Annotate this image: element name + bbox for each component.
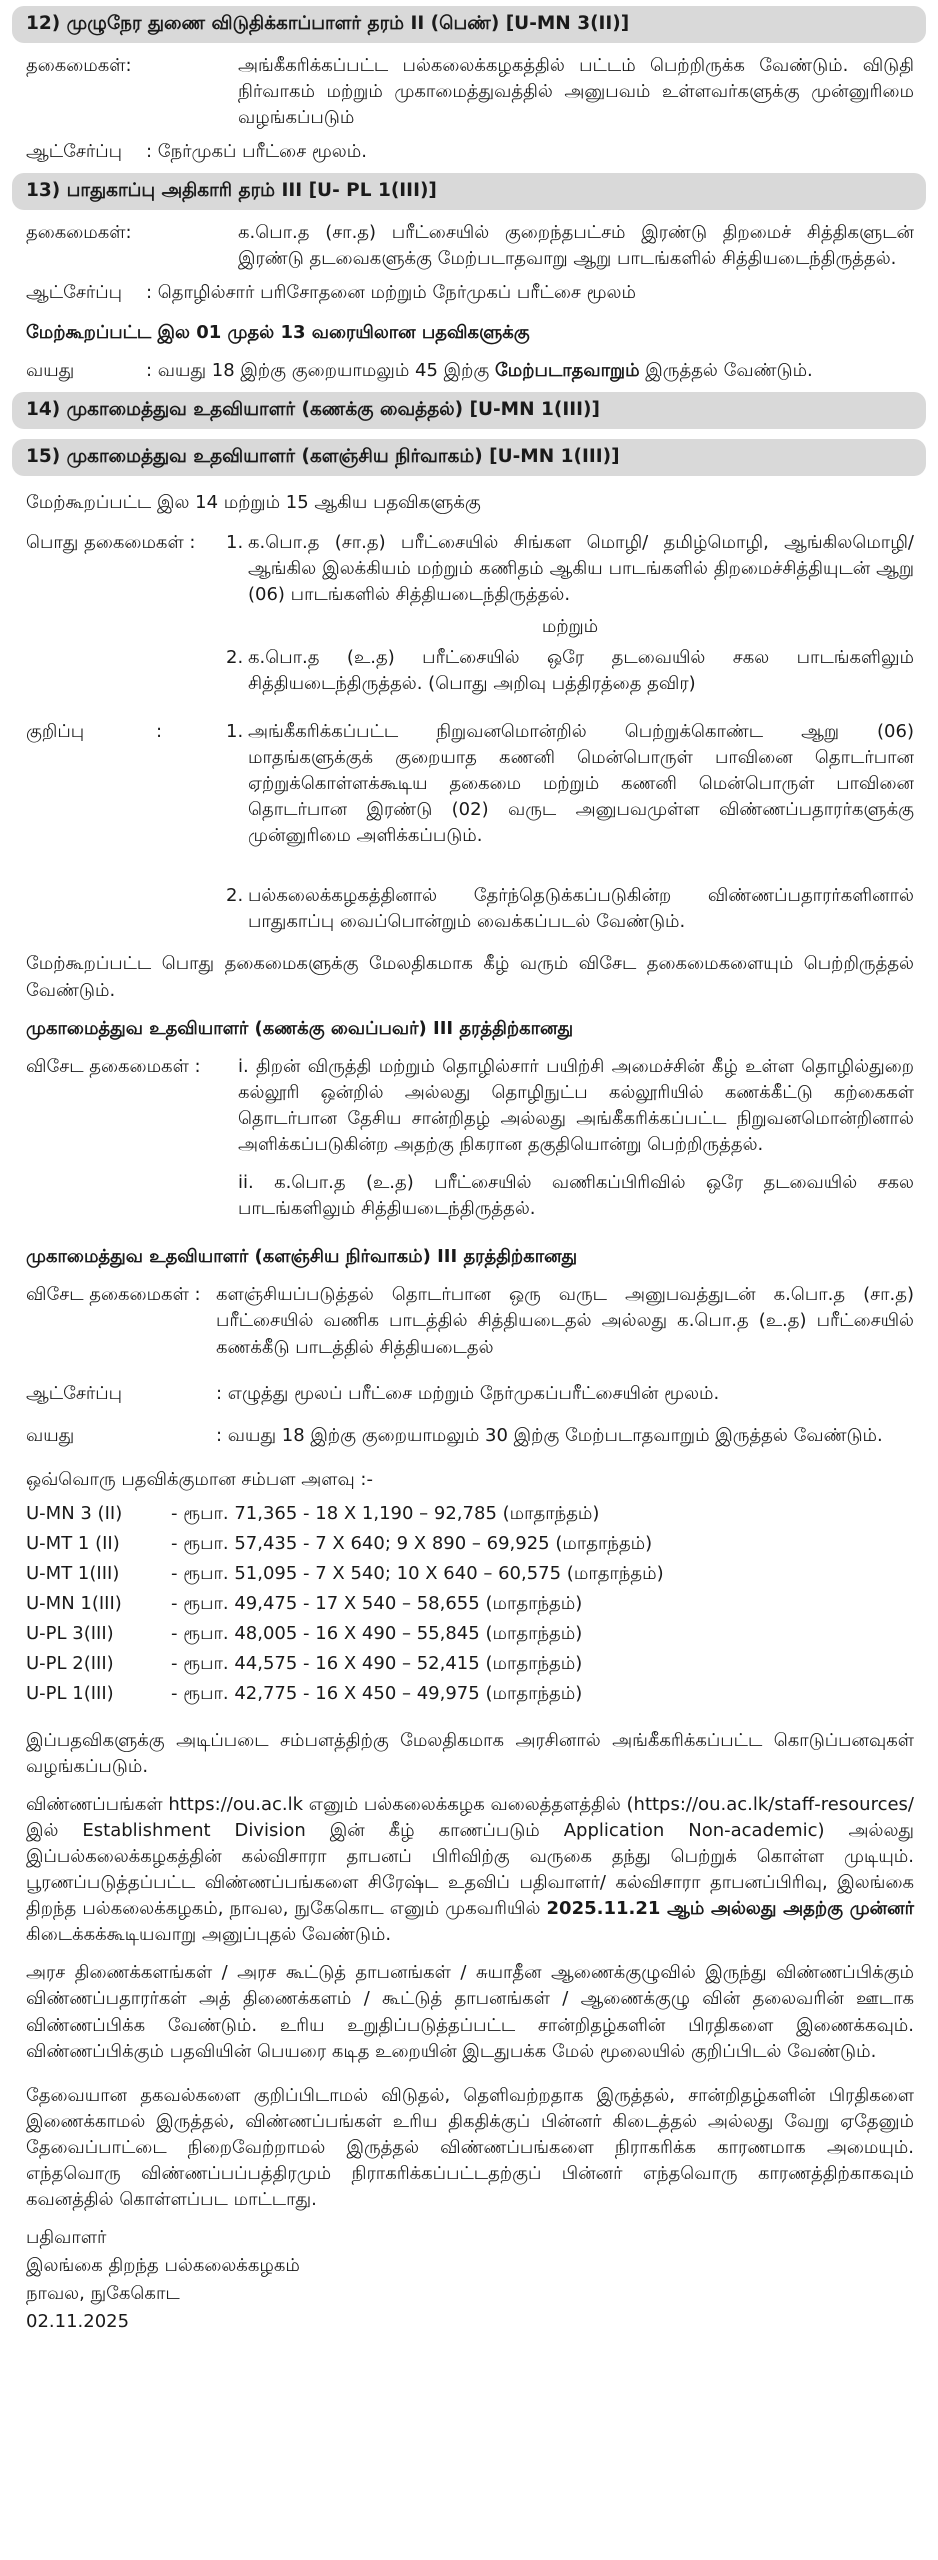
government-applicants-paragraph: அரச திணைக்களங்கள் / அரச கூட்டுத் தாபனங்கள் / சுயாதீன ஆணைக்குழுவில் இருந்து விண்ணப்பிக்கும் விண்ணப்பதாரர்கள் அத் திணைக்களம் / கூட்டுத் தாபனங்கள் / ஆணைக்குழு வின் தலைவரின் ஊடாக விண்ணப்பிக்க வேண்டும். உரிய உறுதிப்படுத்தப்பட்ட சான்றிதழ்களின் பிரதிகளை இணைக்கவும். விண்ணப்பிக்கும் பதவியின் பெயரை கடித உறையின் இடதுபக்க மேல் மூலையில் குறிப்பிடல் வேண்டும். [26,1962,914,2062]
salary-row: U-MN 3 (II) - ரூபா. 71,365 - 18 X 1,190 – 92,785 (மாதாந்தம்) [26,1502,600,1524]
section-12-title: 12) முழுநேர துணை விடுதிக்காப்பாளர் தரம் II (பெண்) [U-MN 3(II)] [12,6,926,43]
gen-qual-label: பொது தகைமைகள் : [26,532,196,554]
store-heading: முகாமைத்துவ உதவியாளர் (களஞ்சிய நிர்வாகம்) III தரத்திற்கானது [26,1246,578,1268]
s12-qualifications [26,53,914,131]
section-14-15 [12,490,926,2335]
allowance-paragraph: இப்பதவிகளுக்கு அடிப்படை சம்பளத்திற்கு மேலதிகமாக அரசினால் அங்கீகரிக்கப்பட்ட கொடுப்பனவுகள் வழங்கப்படும். [26,1729,914,1777]
s13-qualifications [26,220,914,272]
s13-rec-label: ஆட்சேர்ப்பு [26,282,123,304]
store-recruitment [26,1381,914,1407]
university-name: இலங்கை திறந்த பல்கலைக்கழகம் [26,2255,300,2277]
store-age-text: : வயது 18 இற்கு குறையாமலும் 30 இற்கு மேற்படாதவாறும் இருத்தல் வேண்டும். [216,1424,883,1446]
acc-item: i. திறன் விருத்தி மற்றும் தொழில்சார் பயிற்சி அமைச்சின் கீழ் உள்ள தொழில்துறை கல்லூரி ஒன்றில் அல்லது தொழிநுட்ப கல்லூரியில் கணக்கீட்டு கற்கைகள் தொடர்பான தேசிய சான்றிதழ் அல்லது அங்கீகரிக்கப்பட்ட நிறுவனமொன்றினால் அளிக்கப்படுகின்ற அதற்கு நிகரான தகுதியொன்று பெற்றிருத்தல். [238,1055,914,1155]
university-address: நாவல, நுகேகொட [26,2283,180,2305]
salary-row: U-MN 1(III) - ரூபா. 49,475 - 17 X 540 – 58,655 (மாதாந்தம்) [26,1593,583,1615]
store-special-qualifications [26,1282,914,1360]
gen-item: 2. க.பொ.த (உ.த) பரீட்சையில் ஒரே தடவையில் சகல பாடங்களிலும் சித்தியடைந்திருத்தல். (பொது அறிவு பத்திரத்தை தவிர) [226,646,914,694]
note-section [26,719,914,944]
s13-recruitment [26,280,914,306]
acc-list [216,1054,914,1231]
registrar-title: பதிவாளர் [26,2227,107,2249]
age-text: : வயது 18 இற்கு குறையாமலும் 45 இற்கு மேற்படாதவாறும் இருத்தல் வேண்டும். [146,360,813,382]
note-item: 2. பல்கலைக்கழகத்தினால் தேர்ந்தெடுக்கப்படுகின்ற விண்ணப்பதாரர்களினால் பாதுகாப்பு வைப்பொன்றும் வைக்கப்படல் வேண்டும். [226,885,914,933]
acc-special-qualifications [26,1054,914,1231]
salary-row: U-PL 3(III) - ரூபா. 48,005 - 16 X 490 – 55,845 (மாதாந்தம்) [26,1623,583,1645]
store-rec-label: ஆட்சேர்ப்பு [26,1382,123,1404]
s12-rec-label: ஆட்சேர்ப்பு [26,141,123,163]
general-qualifications [26,530,914,705]
salary-row: U-PL 2(III) - ரூபா. 44,575 - 16 X 490 – 52,415 (மாதாந்தம்) [26,1653,583,1675]
note-list [226,719,914,944]
store-age [26,1423,914,1449]
age-heading-1-13: மேற்கூறப்பட்ட இல 01 முதல் 13 வரையிலான பதவிகளுக்கு [26,322,530,344]
salary-row: U-MT 1 (II) - ரூபா. 57,435 - 7 X 640; 9 X 890 – 69,925 (மாதாந்தம்) [26,1533,653,1554]
s13-rec-text: : தொழில்சார் பரிசோதனை மற்றும் நேர்முகப் பரீட்சை மூலம் [146,282,636,304]
salary-row: U-PL 1(III) - ரூபா. 42,775 - 16 X 450 – 49,975 (மாதாந்தம்) [26,1683,583,1705]
salary-heading: ஒவ்வொரு பதவிக்குமான சம்பள அளவு :- [26,1468,373,1490]
acc-heading: முகாமைத்துவ உதவியாளர் (கணக்கு வைப்பவர்) III தரத்திற்கானது [26,1017,574,1039]
acc-item: ii. க.பொ.த (உ.த) பரீட்சையில் வணிகப்பிரிவில் ஒரே தடவையில் சகல பாடங்களிலும் சித்தியடைந்திருத்தல். [238,1172,914,1220]
gen-qual-list [226,530,914,705]
s12-qual-label: தகைமைகள்: [26,54,132,76]
store-label: விசேட தகைமைகள் : [26,1284,201,1306]
store-age-label: வயது [26,1424,75,1446]
store-rec-text: : எழுத்து மூலப் பரீட்சை மற்றும் நேர்முகப்பரீட்சையின் மூலம். [216,1382,720,1404]
rejection-paragraph: தேவையான தகவல்களை குறிப்பிடாமல் விடுதல், தெளிவற்றதாக இருத்தல், சான்றிதழ்களின் பிரதிகளை இணைக்காமல் இருத்தல், விண்ணப்பங்கள் உரிய திகதிக்குப் பின்னர் கிடைத்தல் அல்லது வேறு ஏதேனும் தேவைப்பாட்டை நிறைவேற்றாமல் இருத்தல் விண்ணப்பங்களை நிராகரிக்க காரணமாக அமையும். எந்தவொரு விண்ணப்பப்பத்திரமும் நிராகரிக்கப்பட்டதற்குப் பின்னர் எந்தவொரு காரணத்திற்காகவும் கவனத்தில் கொள்ளப்பட மாட்டாது. [26,2084,914,2211]
s13-qual-text: க.பொ.த (சா.த) பரீட்சையில் குறைந்தபட்சம் இரண்டு திறமைச் சித்திகளுடன் இரண்டு தடவைகளுக்கு மேற்படாதவாறு ஆறு பாடங்களில் சித்தியடைந்திருத்தல். [238,222,914,270]
application-paragraph: விண்ணப்பங்கள் https://ou.ac.lk எனும் பல்கலைக்கழக வலைத்தளத்தில் (https://ou.ac.lk/staff-resources/ இல் Establishment Division இன் கீழ் காணப்படும் Application Non-academic) அல்லது இப்பல்கலைக்கழகத்தின் கல்விசாரா தாபனப் பிரிவிற்கு வருகை தந்து பெற்றுக் கொள்ள முடியும். பூரணப்படுத்தப்பட்ட விண்ணப்பங்களை சிரேஷ்ட உதவிப் பதிவாளர்/ கல்விசாரா தாபனப்பிரிவு, இலங்கை திறந்த பல்கலைக்கழகம், நாவல, நுகேகொட எனும் முகவரியில் 2025.11.21 ஆம் அல்லது அதற்கு முன்னர் கிடைக்கக்கூடியவாறு அனுப்புதல் வேண்டும். [26,1793,914,1946]
salary-row: U-MT 1(III) - ரூபா. 51,095 - 7 X 540; 10 X 640 – 60,575 (மாதாந்தம்) [26,1563,664,1585]
store-text: களஞ்சியப்படுத்தல் தொடர்பான ஒரு வருட அனுபவத்துடன் க.பொ.த (சா.த) பரீட்சையில் வணிக பாடத்தில் சித்தியடைதல் அல்லது க.பொ.த (உ.த) பரீட்சையில் கணக்கீடு பாடத்தில் சித்தியடைதல் [216,1284,914,1358]
section-13 [12,220,926,384]
note-item: 1. அங்கீகரிக்கப்பட்ட நிறுவனமொன்றில் பெற்றுக்கொண்ட ஆறு (06) மாதங்களுக்குக் குறையாத கணனி மென்பொருள் பாவினை தொடர்பான ஏற்றுக்கொள்ளக்கூடிய தகைமை மற்றும் கணனி மென்பொருள் பாவினை தொடர்பான இரண்டு (02) வருட அனுபவமுள்ள விண்ணப்பதாரர்களுக்கு முன்னுரிமை அளிக்கப்படும். [226,720,914,847]
and-text: மற்றும் [541,616,599,638]
age-label: வயது [26,360,75,382]
age-1-13 [26,358,914,384]
s12-rec-text: : நேர்முகப் பரீட்சை மூலம். [146,141,367,163]
section-13-title: 13) பாதுகாப்பு அதிகாரி தரம் III [U- PL 1(III)] [12,173,926,210]
section-14-title: 14) முகாமைத்துவ உதவியாளர் (கணக்கு வைத்தல்) [U-MN 1(III)] [12,392,926,429]
extra-qual-text: மேற்கூறப்பட்ட பொது தகைமைகளுக்கு மேலதிகமாக கீழ் வரும் விசேட தகைமைகளையும் பெற்றிருத்தல் வேண்டும். [26,953,914,1001]
section-12 [12,53,926,165]
acc-label: விசேட தகைமைகள் : [26,1055,201,1077]
signature-block [26,2225,914,2335]
s12-qual-text: அங்கீகரிக்கப்பட்ட பல்கலைக்கழகத்தில் பட்டம் பெற்றிருக்க வேண்டும். விடுதி நிர்வாகம் மற்றும் முகாமைத்துவத்தில் அனுபவம் உள்ளவர்களுக்கு முன்னுரிமை வழங்கப்படும் [238,54,914,128]
salary-table [26,1501,914,1708]
gen-item: 1. க.பொ.த (சா.த) பரீட்சையில் சிங்கள மொழி/ தமிழ்மொழி, ஆங்கிலமொழி/ ஆங்கில இலக்கியம் மற்றும் கணிதம் ஆகிய பாடங்களில் திறமைச்சித்தியுடன் ஆறு (06) பாடங்களில் சித்தியடைந்திருத்தல். [226,532,914,606]
s12-recruitment [26,139,914,165]
section-15-title: 15) முகாமைத்துவ உதவியாளர் (களஞ்சிய நிர்வாகம்) [U-MN 1(III)] [12,439,926,476]
note-colon: : [156,720,163,742]
s13-qual-label: தகைமைகள்: [26,222,132,243]
s1415-intro: மேற்கூறப்பட்ட இல 14 மற்றும் 15 ஆகிய பதவிகளுக்கு [26,492,481,514]
notice-date: 02.11.2025 [26,2311,130,2333]
note-label: குறிப்பு [26,720,85,742]
